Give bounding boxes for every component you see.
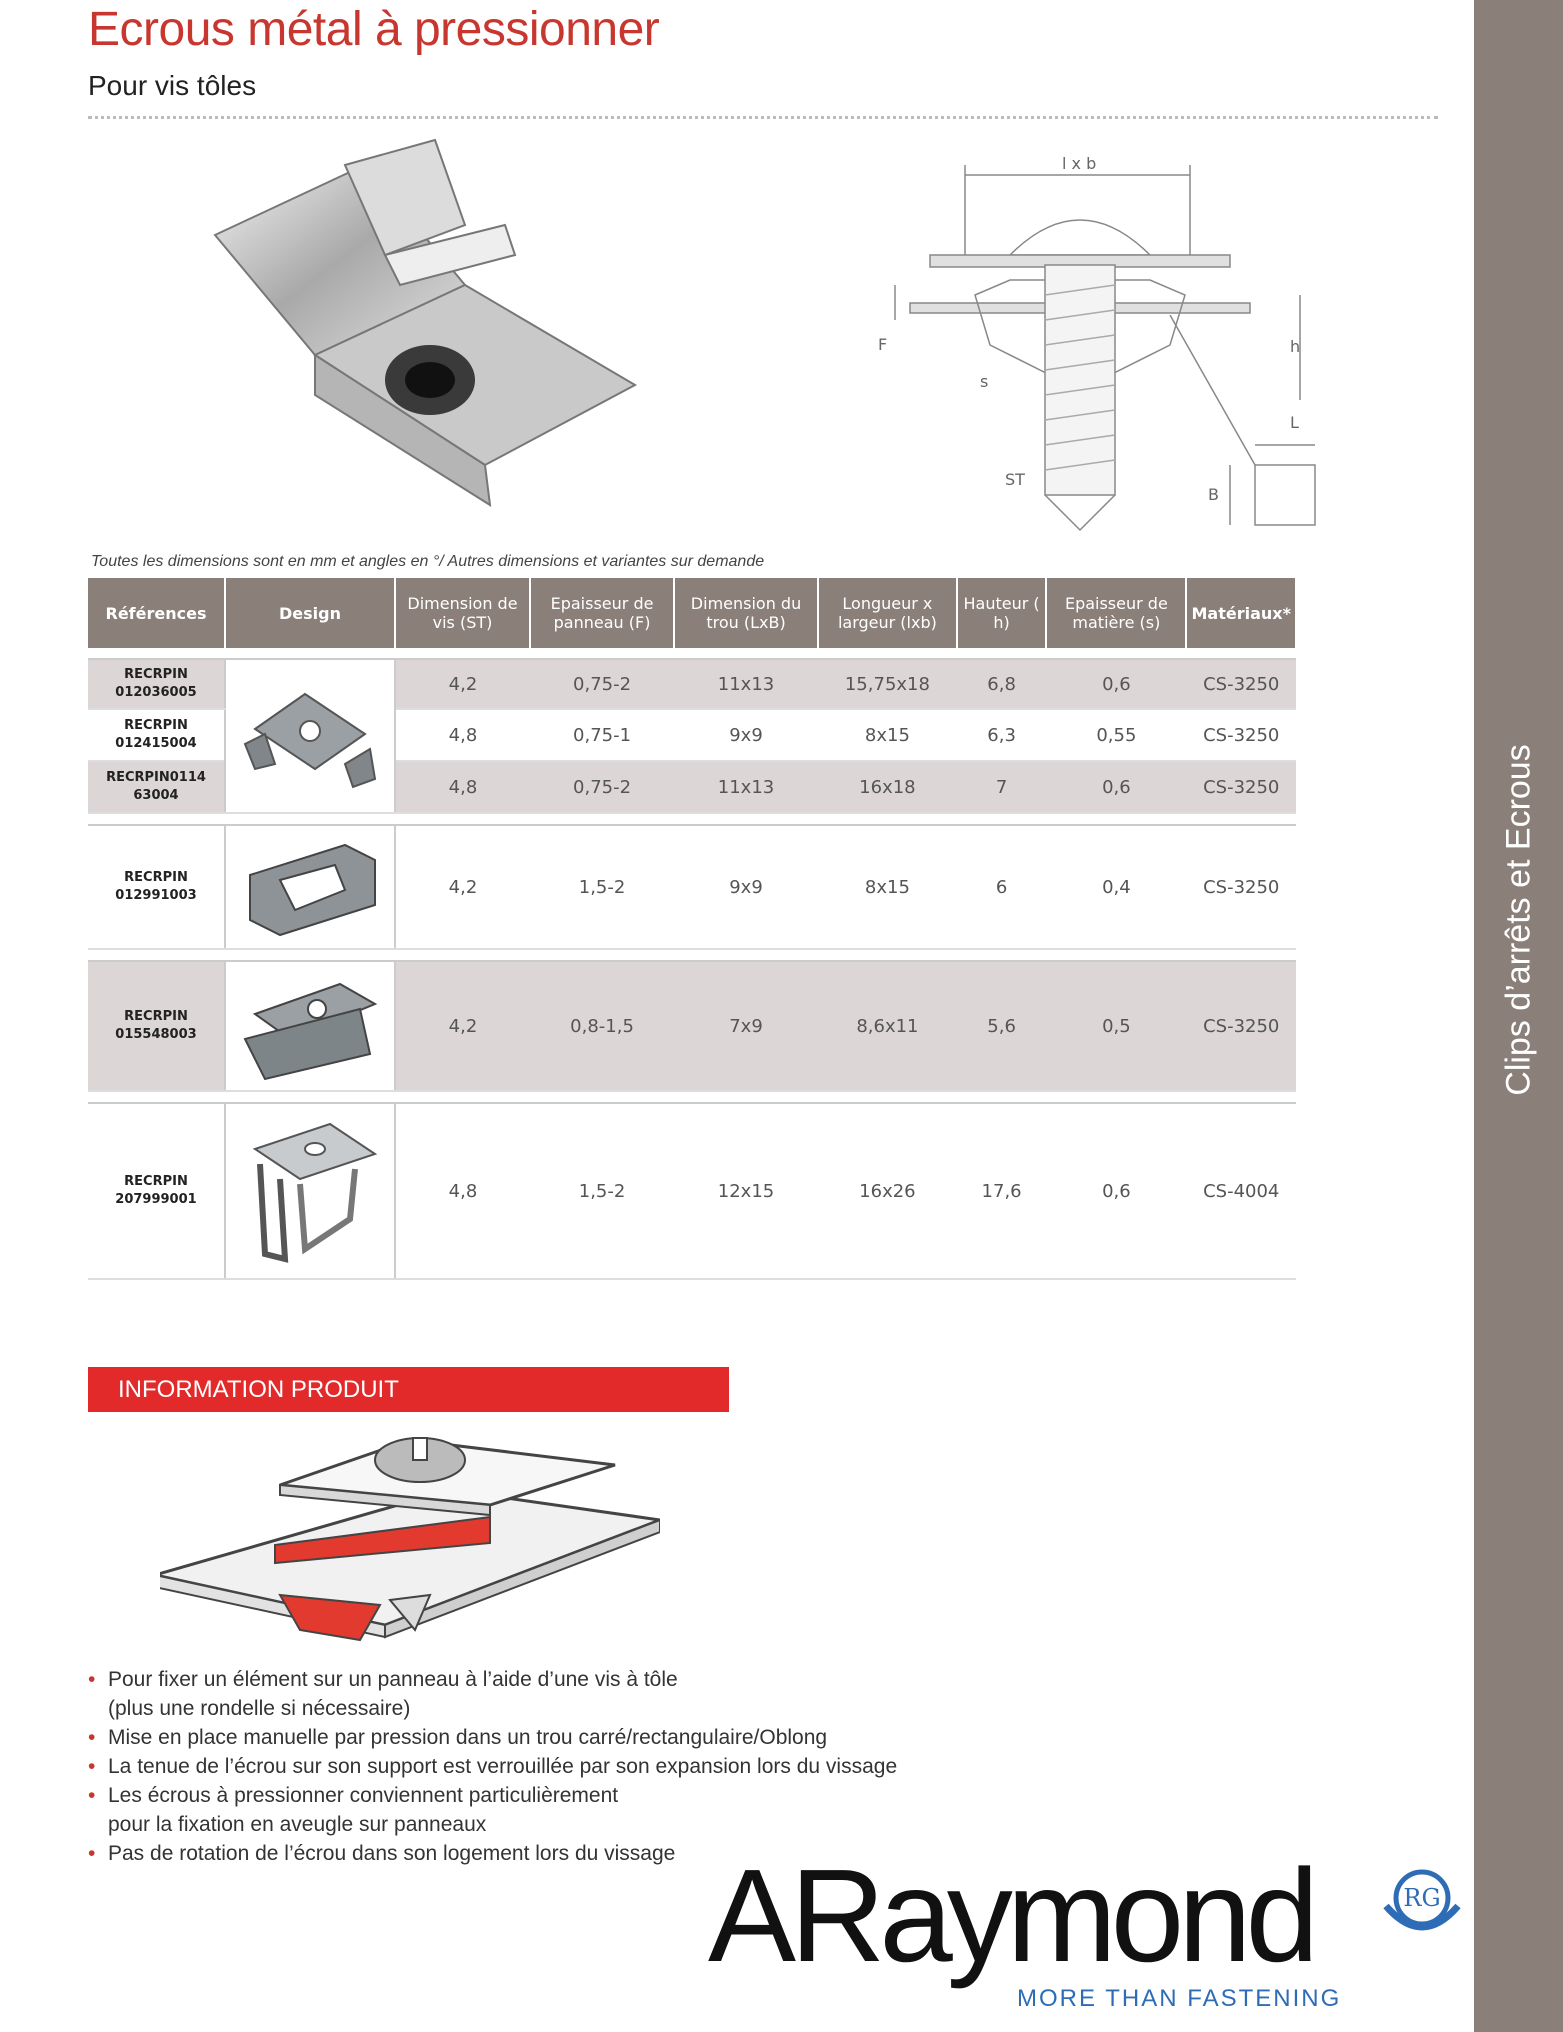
table-row: RECRPIN 012991003 4,2 1,5-2 9x9 8x15 6 0,4 CS-3250 <box>88 825 1296 949</box>
info-heading: INFORMATION PRODUIT <box>88 1367 729 1412</box>
label-lxb: l x b <box>1062 154 1097 173</box>
col-panel-thickness: Epaisseur de panneau (F) <box>530 578 674 648</box>
spec-table <box>88 578 1297 1280</box>
table-header-row <box>88 578 1296 648</box>
design-cell <box>225 825 395 949</box>
label-l: L <box>1290 413 1299 432</box>
col-screw-dimension: Dimension de vis (ST) <box>395 578 530 648</box>
rg-logo-icon <box>1380 1858 1464 1942</box>
product-photo <box>205 135 645 525</box>
dimensions-note: Toutes les dimensions sont en mm et angles en °/ Autres dimensions et variantes sur demande <box>91 553 765 570</box>
col-length-width: Longueur x largeur (lxb) <box>818 578 957 648</box>
reference-cell: RECRPIN 207999001 <box>88 1103 225 1279</box>
reference-cell: RECRPIN0114 63004 <box>88 761 225 813</box>
list-item: • Pas de rotation de l’écrou dans son logement lors du vissage <box>88 1842 676 1865</box>
logo-wordmark: ARaymond <box>708 1842 1313 1989</box>
design-cell <box>225 1103 395 1279</box>
col-design: Design <box>225 578 395 648</box>
col-hole-dimension: Dimension du trou (LxB) <box>674 578 818 648</box>
nut-design-icon <box>235 964 385 1084</box>
page-subtitle: Pour vis tôles <box>88 70 257 101</box>
nut-design-icon <box>235 669 385 799</box>
label-h: h <box>1290 337 1301 356</box>
side-tab-label: Clips d’arrêts et Ecrous <box>1499 744 1538 1096</box>
nut-design-icon <box>235 1109 385 1269</box>
dotted-divider <box>88 116 1438 119</box>
list-item: • Pour fixer un élément sur un panneau à l’aide d’une vis à tôle (plus une rondelle si nécessaire) <box>88 1668 678 1720</box>
table-row: RECRPIN0114 63004 4,8 0,75-2 11x13 16x18 7 0,6 CS-3250 <box>88 761 1296 813</box>
design-cell <box>225 961 395 1091</box>
label-f: F <box>878 335 888 354</box>
nut-design-icon <box>235 830 385 940</box>
label-b: B <box>1208 485 1219 504</box>
reference-cell: RECRPIN 012991003 <box>88 825 225 949</box>
table-row: RECRPIN 015548003 4,2 0,8-1,5 7x9 8,6x11 5,6 0,5 CS-3250 <box>88 961 1296 1091</box>
design-cell <box>225 659 395 813</box>
info-bullet-list <box>88 1665 897 1868</box>
col-references: Références <box>88 578 225 648</box>
assembly-illustration <box>160 1425 660 1655</box>
col-height: Hauteur ( h) <box>957 578 1046 648</box>
reference-cell: RECRPIN 012415004 <box>88 709 225 761</box>
table-row: RECRPIN 012415004 4,8 0,75-1 9x9 8x15 6,3 0,55 CS-3250 <box>88 709 1296 761</box>
list-item: • Mise en place manuelle par pression dans un trou carré/rectangulaire/Oblong <box>88 1726 828 1749</box>
label-s: s <box>980 372 989 391</box>
svg-text:RG: RG <box>1403 1884 1441 1912</box>
page-title: Ecrous métal à pressionner <box>88 3 660 56</box>
table-row: RECRPIN 012036005 4,2 0,75-2 11x13 15,75x18 6,8 0,6 CS-3250 <box>88 659 1296 709</box>
reference-cell: RECRPIN 012036005 <box>88 659 225 709</box>
technical-drawing <box>870 145 1350 545</box>
logo-tagline: MORE THAN FASTENING <box>1017 1985 1342 2012</box>
col-materials: Matériaux* <box>1186 578 1296 648</box>
label-st: ST <box>1005 470 1025 489</box>
list-item: • La tenue de l’écrou sur son support est verrouillée par son expansion lors du vissage <box>88 1755 898 1778</box>
reference-cell: RECRPIN 015548003 <box>88 961 225 1091</box>
brand-logo <box>708 1842 1468 1990</box>
table-row: RECRPIN 207999001 4,8 1,5-2 12x15 16x26 17,6 0,6 CS-4004 <box>88 1103 1296 1279</box>
list-item: • Les écrous à pressionner conviennent particulièrement pour la fixation en aveugle sur panneaux <box>88 1784 619 1836</box>
col-material-thickness: Epaisseur de matière (s) <box>1046 578 1186 648</box>
